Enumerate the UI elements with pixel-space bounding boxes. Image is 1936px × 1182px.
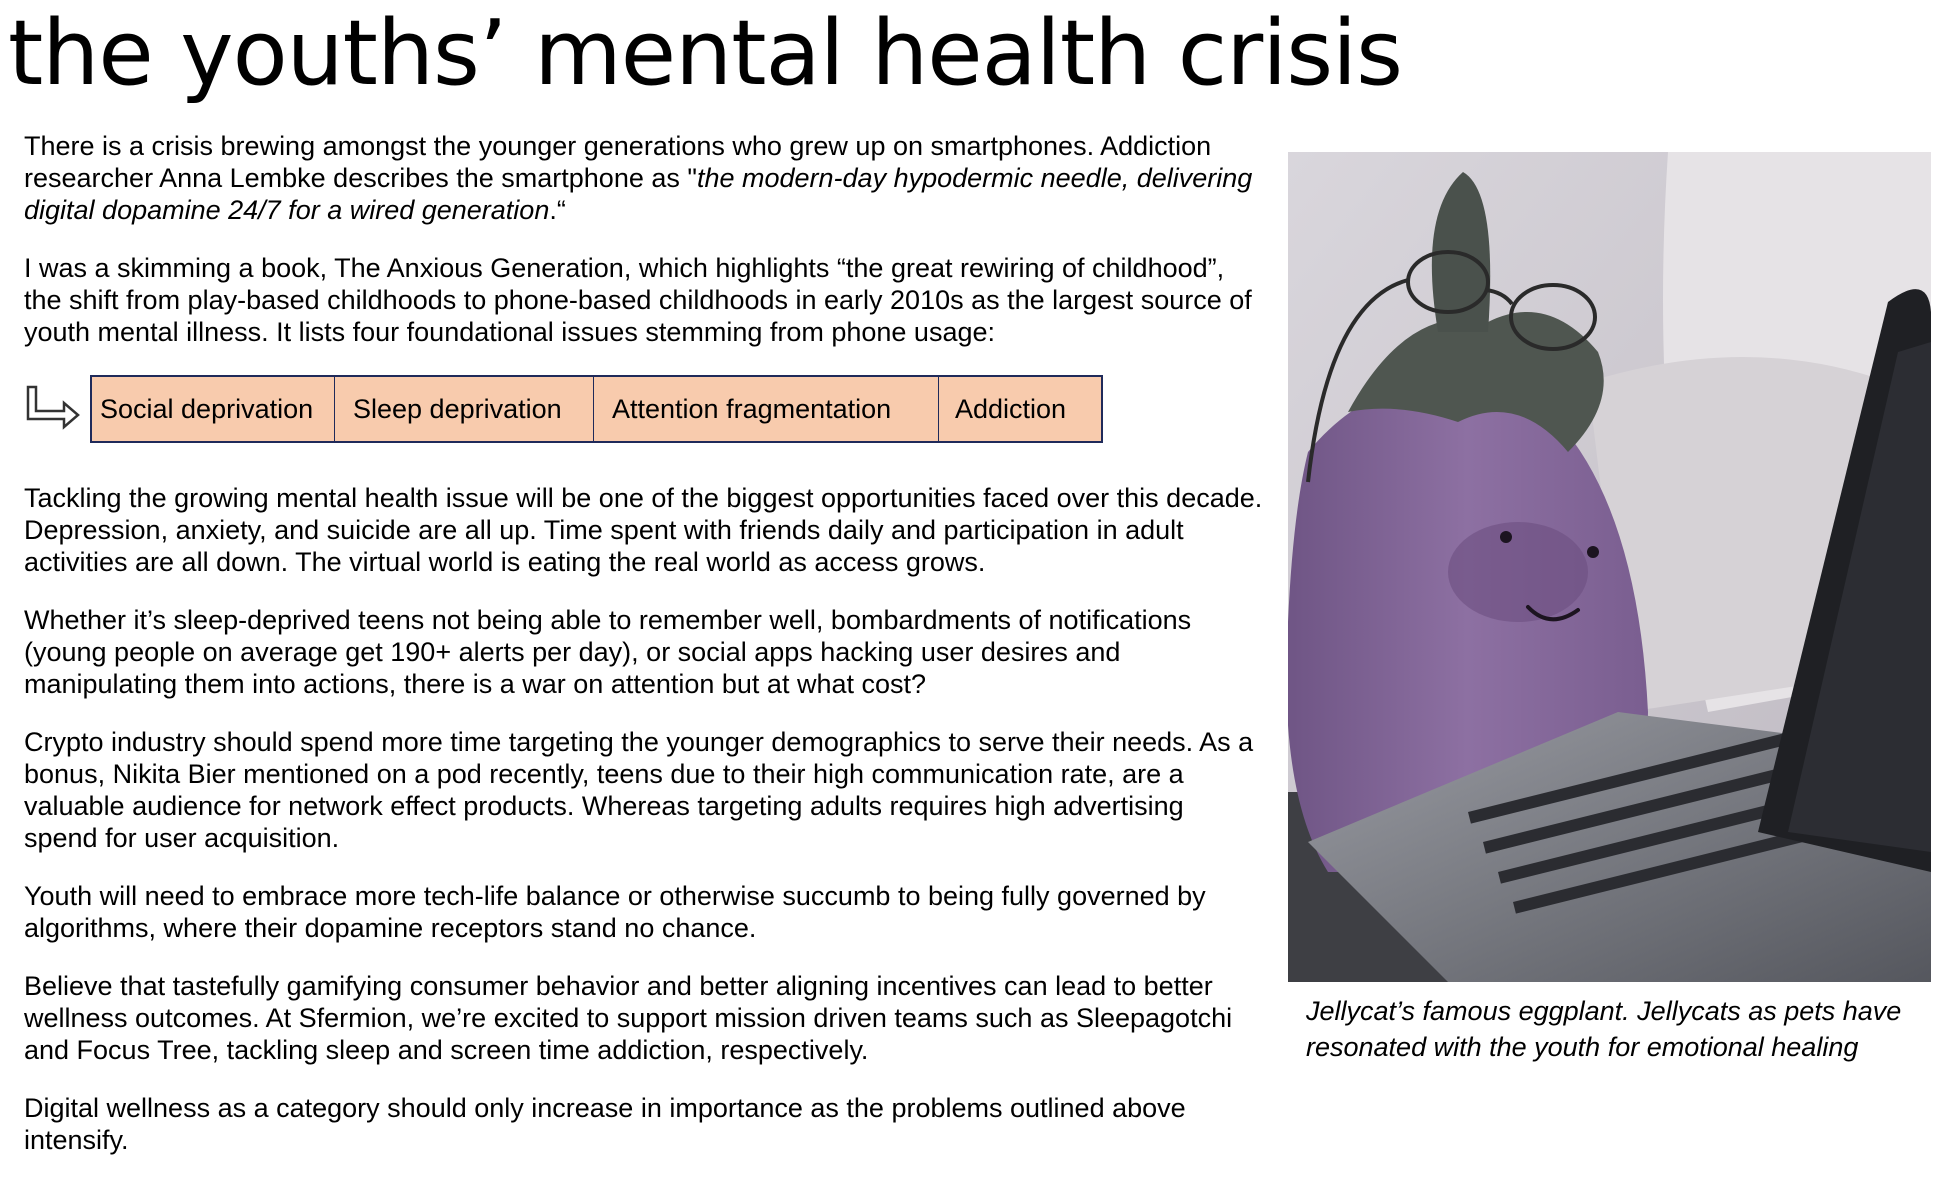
intro-end: .“ bbox=[549, 195, 566, 225]
paragraph-intro bbox=[24, 130, 1264, 226]
article-body bbox=[24, 130, 1264, 1182]
paragraph-sfermion: Believe that tastefully gamifying consumer behavior and better aligning incentives can lead to better wellness outcomes. At Sfermion, we’re excited to support mission driven teams such as Sleepagotchi and Focus Tree, tackling sleep and screen time addiction, respectively. bbox=[24, 971, 1233, 1065]
paragraph-opportunity: Tackling the growing mental health issue will be one of the biggest opportunities faced over this decade. Depression, anxiety, and suicide are all up. Time spent with friends daily and participation in adult activities are all down. The virtual world is eating the real world as access grows. bbox=[24, 483, 1263, 577]
paragraph-crypto: Crypto industry should spend more time targeting the younger demographics to serve their needs. As a bonus, Nikita Bier mentioned on a pod recently, teens due to their high communication rate, are a valuable audience for network effect products. Whereas targeting adults requires high advertising spend for user acquisition. bbox=[24, 727, 1254, 853]
issue-addiction: Addiction bbox=[955, 394, 1067, 424]
issues-table bbox=[90, 375, 1103, 443]
paragraph-book: I was a skimming a book, The Anxious Generation, which highlights “the great rewiring of childhood”, the shift from play-based childhoods to phone-based childhoods in early 2010s as the largest source of youth mental illness. It lists four foundational issues stemming from phone usage: bbox=[24, 253, 1252, 347]
jellycat-eggplant-photo bbox=[1288, 152, 1931, 982]
issue-social-deprivation: Social deprivation bbox=[92, 377, 335, 441]
paragraph-attention: Whether it’s sleep-deprived teens not being able to remember well, bombardments of notifications (young people on average get 190+ alerts per day), or social apps hacking user desires and manipulating them into actions, there is a war on attention but at what cost? bbox=[24, 605, 1192, 699]
paragraph-balance: Youth will need to embrace more tech-life balance or otherwise succumb to being fully governed by algorithms, where their dopamine receptors stand no chance. bbox=[24, 881, 1206, 943]
issue-sleep-deprivation: Sleep deprivation bbox=[335, 377, 594, 441]
turn-right-arrow-icon bbox=[24, 385, 82, 433]
eggplant-laptop-illustration bbox=[1288, 152, 1931, 982]
intro-quote: the modern-day hypodermic needle, delivering digital dopamine 24/7 for a wired generation bbox=[24, 163, 1253, 225]
photo-caption: Jellycat’s famous eggplant. Jellycats as pets have resonated with the youth for emotional healing bbox=[1306, 996, 1902, 1062]
issues-row bbox=[24, 374, 1264, 444]
page-title: the youths’ mental health crisis bbox=[8, 1, 1403, 106]
paragraph-conclusion: Digital wellness as a category should only increase in importance as the problems outlined above intensify. bbox=[24, 1093, 1186, 1155]
issue-attention-fragmentation: Attention fragmentation bbox=[594, 377, 939, 441]
intro-text: There is a crisis brewing amongst the younger generations who grew up on smartphones. Addiction researcher Anna Lembke describes the smartphone as " bbox=[24, 131, 1212, 193]
